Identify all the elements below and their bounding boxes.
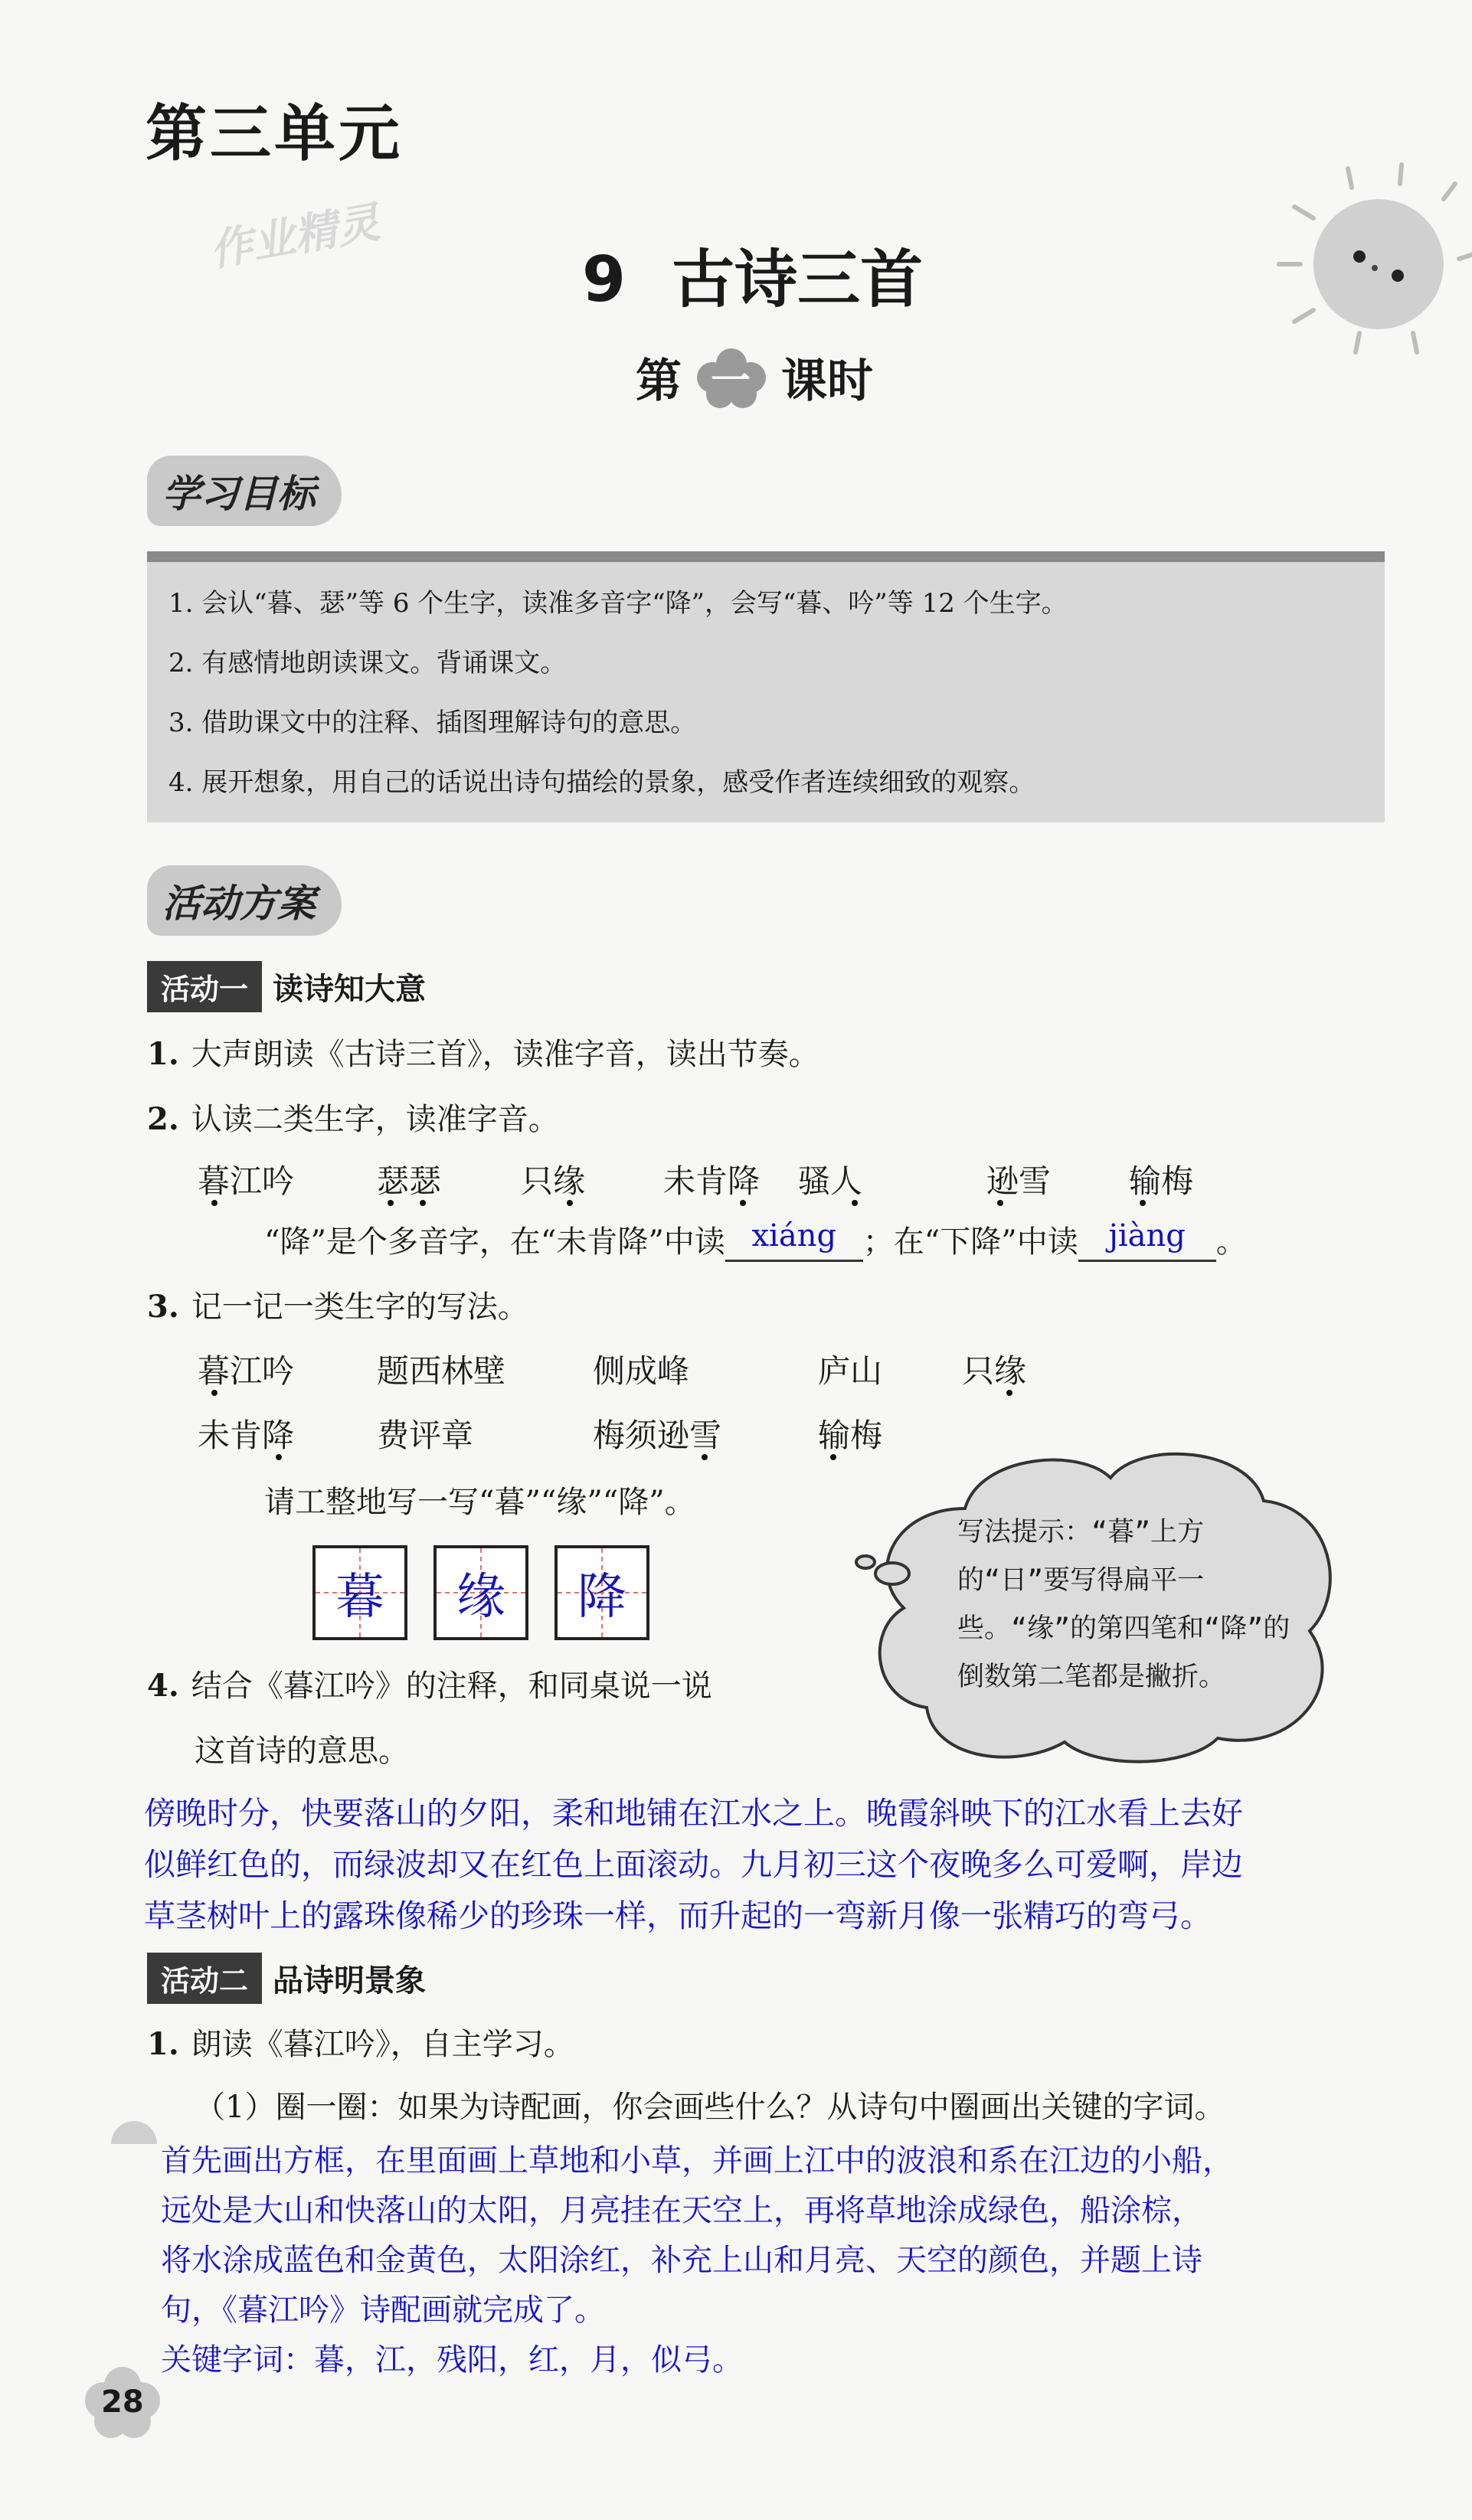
q-number: 4. [147,1668,179,1704]
word-item: 庐山 [818,1352,883,1390]
word-item: 暮江吟 [198,1162,295,1200]
period-heading [636,345,873,410]
q-number: 3. [147,1289,179,1325]
word-item: 只缘 [521,1162,586,1200]
goal-item: 1. 会认“暮、瑟”等 6 个生字，读准多音字“降”，会写“暮、吟”等 12 个生字。 [168,588,1068,619]
q-number: 2. [147,1101,179,1137]
word-item: 题西林壁 [377,1352,506,1390]
answer-line: 首先画出方框，在里面画上草地和小草，并画上江中的波浪和系在江边的小船， [161,2143,1233,2178]
decor-leaf-icon [111,2121,157,2144]
word-item: 逊雪 [986,1162,1052,1200]
answer-line: 远处是大山和快落山的太阳，月亮挂在天空上，再将草地涂成绿色，船涂棕， [161,2193,1202,2228]
page-number-badge [84,2366,161,2443]
activity2-title: 品诗明景象 [273,1963,427,1999]
a1-q4-cont: 这首诗的意思。 [195,1734,409,1769]
sentence-part: ；在“下降”中读 [862,1224,1078,1260]
word-item: 费评章 [377,1417,474,1454]
activity2-tag: 活动二 [147,1953,262,2004]
writing-grid [312,1545,407,1640]
lesson-name: 古诗三首 [672,244,924,316]
lesson-number: 9 [582,244,626,316]
written-char: 降 [577,1569,626,1626]
period-prefix: 第 [636,355,682,408]
a1-q3-instruction: 请工整地写一写“暮”“缘”“降”。 [264,1485,695,1520]
activity1-heading [147,961,426,1012]
answer-blank [725,1218,863,1262]
written-char: 暮 [335,1569,384,1626]
q-text: 朗读《暮江吟》，自主学习。 [191,2027,574,2062]
writing-tip: 写法提示：“暮”上方的“日”要写得扁平一些。“缘”的第四笔和“降”的倒数第二笔都是撇折。 [957,1517,1290,1692]
activity1-title: 读诗知大意 [273,972,427,1007]
q-number: 1. [147,2026,179,2062]
word-item: 未肯降 [663,1162,761,1200]
unit-title: 第三单元 [146,97,403,169]
answer-line: 句，《暮江吟》诗配画就完成了。 [161,2293,605,2328]
q-text: 大声朗读《古诗三首》，读准字音，读出节奏。 [191,1037,819,1072]
word-item: 输梅 [1129,1162,1194,1200]
answer-line: 傍晚时分，快要落山的夕阳，柔和地铺在江水之上。晚霞斜映下的江水看上去好 [144,1795,1243,1832]
word-item: 骚人 [798,1162,863,1200]
q-text: 记一记一类生字的写法。 [191,1289,528,1325]
q-number: 1. [147,1036,179,1072]
written-char: 缘 [456,1569,505,1626]
answer-line: 将水涂成蓝色和金黄色，太阳涂红，补充上山和月亮、天空的颜色，并题上诗 [161,2243,1202,2278]
lesson-title [582,230,923,319]
sentence-part: 。 [1215,1224,1247,1260]
a2-q1 [147,2020,574,2064]
a1-q2 [147,1095,559,1139]
answer-text: jiàng [1108,1218,1186,1253]
activity2-heading [147,1953,426,2004]
word-item: 侧成峰 [593,1352,690,1390]
q-text: 结合《暮江吟》的注释，和同桌说一说 [191,1669,712,1704]
answer-line: 关键字词：暮，江，残阳，红，月，似弓。 [161,2342,743,2378]
flower-icon [689,347,774,408]
watermark-logo: 作业精灵 [205,197,384,276]
word-item: 输梅 [818,1417,883,1454]
goals-heading: 学习目标 [147,456,342,526]
a1-q3 [147,1283,528,1326]
answer-line: 草茎树叶上的露珠像稀少的珍珠一样，而升起的一弯新月像一张精巧的弯弓。 [144,1897,1212,1934]
answer-line: 似鲜红色的，而绿波却又在红色上面滚动。九月初三这个夜晚多么可爱啊，岸边 [144,1846,1243,1883]
period-suffix: 课时 [781,355,873,408]
goal-item: 4. 展开想象，用自己的话说出诗句描绘的景象，感受作者连续细致的观察。 [168,767,1035,798]
q-text: 认读二类生字，读准字音。 [191,1102,559,1137]
writing-grid [433,1545,528,1640]
answer-text: xiáng [751,1218,837,1253]
page-number: 28 [101,2384,144,2420]
activity1-tag: 活动一 [147,961,262,1012]
period-ordinal: 一 [711,358,751,404]
plan-heading: 活动方案 [147,865,342,936]
goal-item: 2. 有感情地朗读课文。背诵课文。 [168,648,567,678]
a1-q1 [147,1030,819,1074]
goal-item: 3. 借助课文中的注释、插图理解诗句的意思。 [168,708,697,738]
word-item: 暮江吟 [198,1352,295,1390]
goals-box [147,551,1385,822]
sentence-part: “降”是个多音字，在“未肯降”中读 [264,1224,725,1260]
word-item: 瑟瑟 [377,1162,442,1200]
word-item: 未肯降 [198,1417,295,1454]
a1-q4 [147,1662,712,1705]
answer-blank [1078,1218,1216,1262]
writing-grid [554,1545,649,1640]
word-item: 只缘 [962,1352,1027,1390]
a1-q2-sentence [264,1218,1247,1262]
word-item: 梅须逊雪 [593,1417,722,1454]
a2-sub1: （1）圈一圈：如果为诗配画，你会画些什么？从诗句中圈画出关键的字词。 [195,2090,1225,2125]
sun-icon [1264,161,1472,360]
